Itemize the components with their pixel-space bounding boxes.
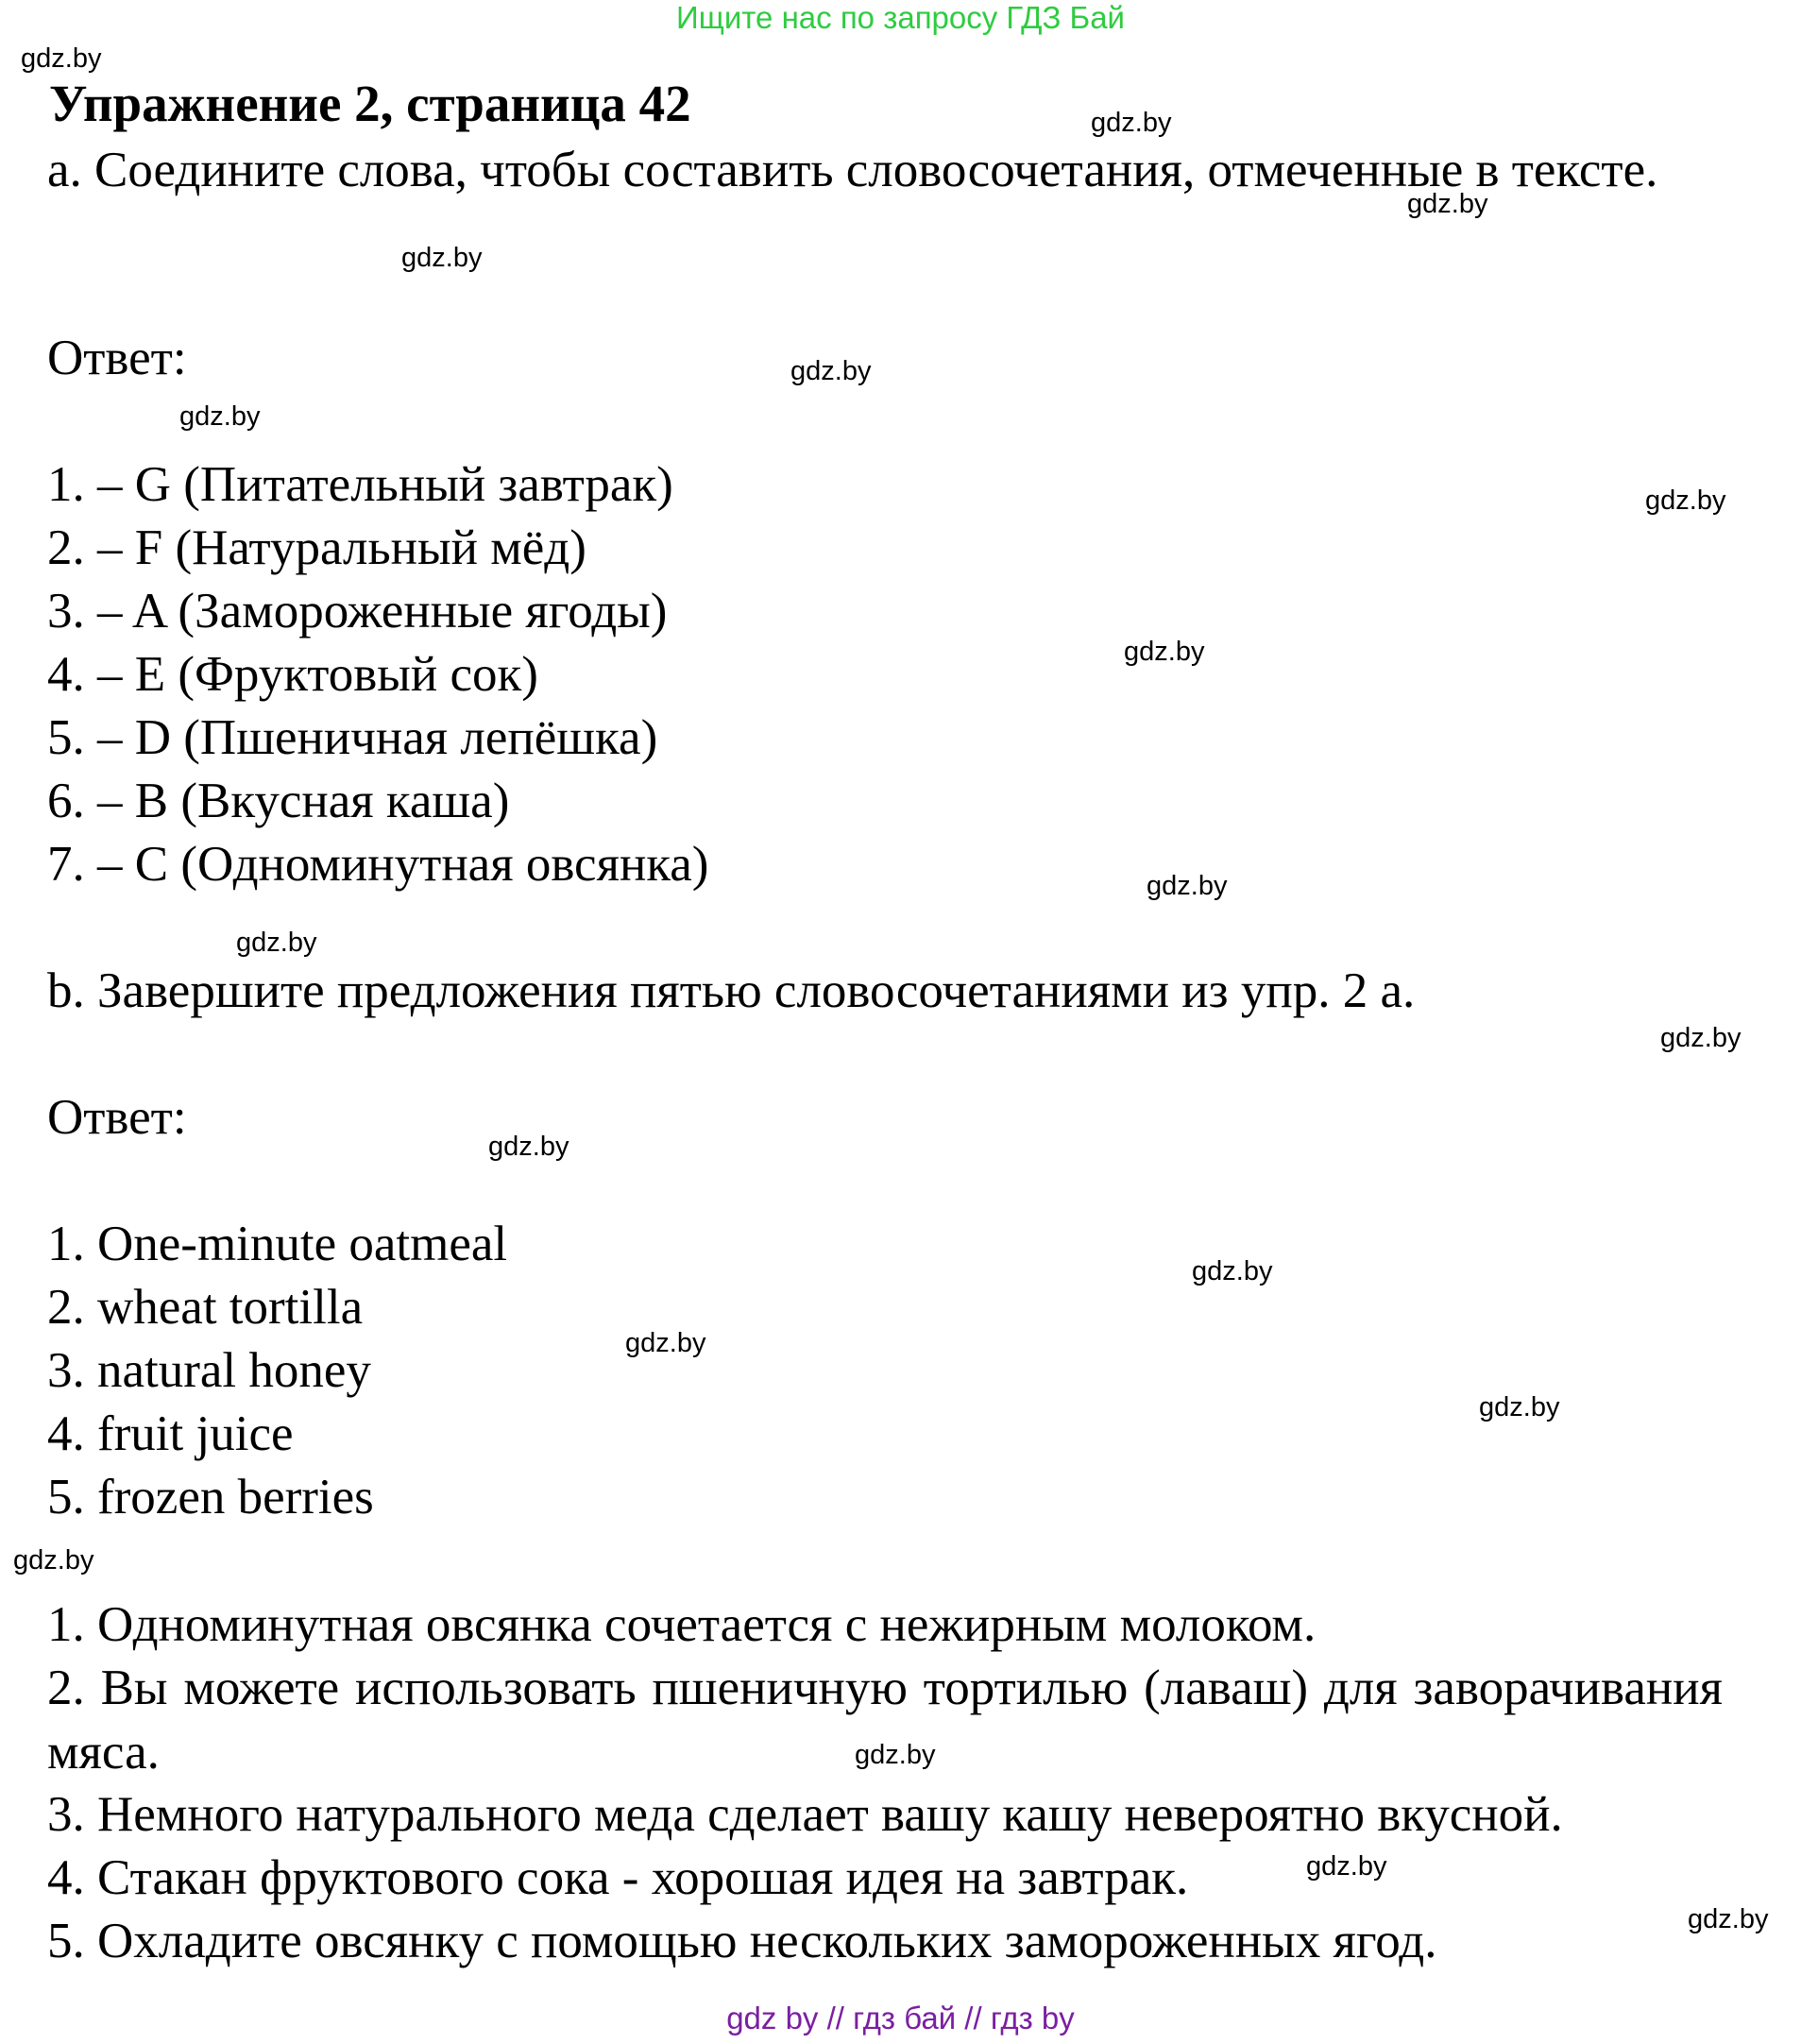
phrase-item: 5. frozen berries bbox=[47, 1470, 374, 1524]
watermark: gdz.by bbox=[1124, 637, 1205, 667]
sentence-item: 1. Одноминутная овсянка сочетается с нежирным молоком. bbox=[47, 1597, 1317, 1652]
answer-item: 7. – C (Одноминутная овсянка) bbox=[47, 837, 709, 892]
watermark: gdz.by bbox=[179, 401, 261, 432]
sentence-item: 2. Вы можете использовать пшеничную тортилью (лаваш) для заворачивания мяса. bbox=[47, 1661, 1723, 1780]
watermark: gdz.by bbox=[1306, 1851, 1387, 1882]
footer-links: gdz by // гдз бай // гдз by bbox=[726, 2001, 1075, 2035]
watermark: gdz.by bbox=[13, 1545, 94, 1576]
watermark: gdz.by bbox=[1479, 1392, 1560, 1422]
watermark: gdz.by bbox=[1147, 871, 1228, 901]
watermark: gdz.by bbox=[855, 1740, 936, 1770]
task-b-text: b. Завершите предложения пятью словосочетаниями из упр. 2 а. bbox=[47, 963, 1416, 1018]
watermark: gdz.by bbox=[236, 928, 317, 958]
answer-label-b: Ответ: bbox=[47, 1090, 187, 1145]
watermark: gdz.by bbox=[1192, 1256, 1273, 1286]
phrase-item: 1. One-minute oatmeal bbox=[47, 1217, 508, 1271]
answer-item: 3. – A (Замороженные ягоды) bbox=[47, 584, 668, 639]
watermark: gdz.by bbox=[625, 1328, 706, 1358]
task-a-text: a. Соедините слова, чтобы составить словосочетания, отмеченные в тексте. bbox=[47, 143, 1658, 197]
watermark: gdz.by bbox=[1688, 1904, 1769, 1934]
phrase-item: 2. wheat tortilla bbox=[47, 1280, 364, 1335]
page-title: Упражнение 2, страница 42 bbox=[49, 75, 691, 132]
answer-item: 5. – D (Пшеничная лепёшка) bbox=[47, 710, 658, 765]
search-banner: Ищите нас по запросу ГДЗ Бай bbox=[676, 0, 1125, 35]
sentence-item: 4. Стакан фруктового сока - хорошая идея на завтрак. bbox=[47, 1850, 1189, 1905]
sentence-item: 3. Немного натурального меда сделает вашу кашу невероятно вкусной. bbox=[47, 1787, 1563, 1842]
watermark: gdz.by bbox=[1645, 485, 1726, 516]
watermark: gdz.by bbox=[790, 356, 872, 386]
watermark: gdz.by bbox=[1407, 189, 1488, 219]
sentence-item: 5. Охладите овсянку с помощью нескольких замороженных ягод. bbox=[47, 1914, 1437, 1968]
answer-item: 6. – B (Вкусная каша) bbox=[47, 774, 510, 828]
answer-item: 1. – G (Питательный завтрак) bbox=[47, 457, 673, 512]
answer-item: 2. – F (Натуральный мёд) bbox=[47, 520, 586, 575]
watermark: gdz.by bbox=[1660, 1023, 1742, 1053]
watermark: gdz.by bbox=[401, 243, 483, 273]
answer-item: 4. – E (Фруктовый сок) bbox=[47, 647, 538, 702]
phrase-item: 4. fruit juice bbox=[47, 1406, 294, 1461]
phrase-item: 3. natural honey bbox=[47, 1343, 371, 1398]
answer-label-a: Ответ: bbox=[47, 331, 187, 385]
watermark: gdz.by bbox=[1091, 108, 1172, 138]
watermark: gdz.by bbox=[488, 1132, 569, 1162]
watermark: gdz.by bbox=[21, 43, 102, 74]
